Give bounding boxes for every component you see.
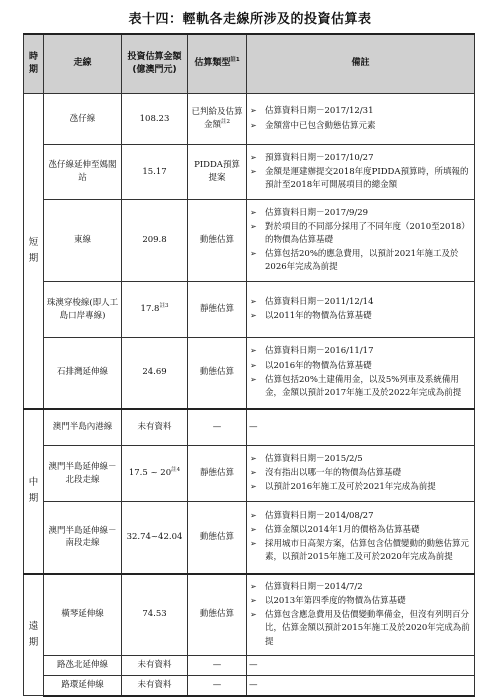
table-row [24,656,475,676]
remark-item: ➢ 估算包含應急費用及估價變動準備金，但沒有列明百分比，估算金額以預計2015年施工及於2020年完成為前提 [250,610,470,647]
type-cell: 動態估算 [188,502,247,574]
remark-item: ➢ 以2011年的物價為估算基礎 [250,311,372,321]
bullet-icon: ➢ [250,374,257,384]
table-row [24,94,475,145]
remarks-cell [247,94,475,145]
type-cell: 動態估算 [188,200,247,282]
invest-cell: 209.8 [122,200,188,282]
period-label: 中期 [28,476,39,504]
bullet-icon: ➢ [250,249,257,259]
remarks-cell [247,446,475,502]
remarks-cell [247,338,475,409]
bullet-icon: ➢ [250,106,257,116]
invest-cell [122,446,188,502]
remark-item: ➢ 金額是運建辦提交2018年度PIDDA預算時，所填報的預計至2018年可開展項目的總金額 [250,166,469,191]
remark-item: ➢ 估算金額以2014年1月的價格為估算基礎 [250,525,420,536]
invest-cell: 15.17 [122,145,188,200]
remarks-cell [247,656,475,676]
type-cell: 動態估算 [188,338,247,409]
bullet-icon: ➢ [250,296,257,306]
type-cell: — [188,676,247,696]
table-row [24,338,475,409]
remarks-cell [247,574,475,656]
remark-item: ➢ 估算資料日期－2016/11/17 [250,346,374,357]
remark-item: ➢ 估算資料日期－2015/2/5 [250,453,363,464]
bullet-icon: ➢ [250,207,257,217]
bullet-icon: ➢ [250,221,257,231]
remarks-cell [247,145,475,200]
invest-cell: 108.23 [122,94,188,145]
bullet-icon: ➢ [250,581,257,591]
bullet-icon: ➢ [250,525,257,535]
invest-note: 註3 [159,303,169,310]
invest-cell: 未有資料 [122,656,188,676]
bullet-icon: ➢ [250,311,257,320]
bullet-icon: ➢ [250,610,257,620]
type-cell: 動態估算 [188,574,247,656]
remark-dash: — [249,679,258,690]
remark-item: ➢ 估算資料日期－2017/12/31 [250,106,374,117]
remarks-cell [247,676,475,696]
bullet-icon: ➢ [250,166,257,176]
route-cell: 澳門半島延伸線－北段走線 [44,446,122,502]
remark-item: ➢ 沒有指出以哪一年的物價為估算基礎 [250,467,402,478]
bullet-icon: ➢ [250,346,257,356]
invest-cell [122,282,188,338]
remark-item: ➢ 對於項目的不同部分採用了不同年度（2010至2018）的物價為估算基礎 [250,221,470,245]
invest-cell: 74.53 [122,574,188,656]
bullet-icon: ➢ [250,152,257,162]
invest-note: 註4 [171,467,181,474]
route-cell: 路氹北延伸線 [44,656,122,676]
period-medium [24,409,44,574]
type-cell: PIDDA預算提案 [188,145,247,200]
remark-item: ➢ 估算包括20%的應急費用，以預計2021年施工及於2026年完成為前提 [250,249,459,273]
bullet-icon: ➢ [250,120,257,130]
route-cell: 氹仔線 [44,94,122,145]
type-cell: — [188,409,247,446]
header-route: 走線 [44,34,122,94]
invest-cell: 32.74~42.04 [122,502,188,574]
table-row [24,409,475,446]
remark-item: ➢ 估算包括20%土建備用金，以及5%列車及系統備用金，金額以預計2017年施工及於2022年完成為前提 [250,374,462,398]
table-row [24,282,475,338]
route-cell: 珠澳穿梭線(即人工島口岸專線) [44,282,122,338]
remarks-cell [247,200,475,282]
header-invest: 投資估算金額(億澳門元) [122,34,188,94]
remark-item: ➢ 採用城市日高架方案，估算包含估價變動的動態估算元素，以預計2015年施工及可於2020年完成為前提 [250,539,470,563]
type-cell [188,94,247,145]
page-title: 表十四：輕軌各走線所涉及的投資估算表 [128,12,372,27]
table-row [24,676,475,696]
period-label: 遠期 [28,620,39,648]
type-note: 註2 [221,119,230,126]
remark-item: ➢ 估算資料日期－2017/9/29 [250,207,369,218]
type-label: 已判給及估算金額 [191,107,243,130]
period-label: 短期 [28,236,39,264]
remark-item: ➢ 以預計2016年施工及可於2021年完成為前提 [250,482,436,493]
route-cell: 東線 [44,200,122,282]
bullet-icon: ➢ [250,539,257,549]
invest-value: 17.5 ~ 20 [128,468,172,479]
bullet-icon: ➢ [250,467,257,477]
type-cell: — [188,656,247,676]
bullet-icon: ➢ [250,595,257,605]
remark-dash: — [249,660,258,671]
type-cell: 靜態估算 [188,446,247,502]
remarks-cell [247,502,475,574]
invest-cell: 未有資料 [122,676,188,696]
bullet-icon: ➢ [250,453,257,463]
header-type-note: 註1 [230,57,240,64]
route-cell: 路環延伸線 [44,676,122,696]
remark-item: ➢ 以2016年的物價為估算基礎 [250,360,372,371]
table-row [24,574,475,656]
route-cell: 澳門半島延伸線－南段走線 [44,502,122,574]
period-long [24,574,44,696]
route-cell: 橫琴延伸線 [44,574,122,656]
remark-item: ➢ 金額當中已包含動態估算元素 [250,120,376,131]
remarks-cell [247,409,475,446]
bullet-icon: ➢ [250,360,257,370]
type-cell: 靜態估算 [188,282,247,338]
header-type [188,34,247,94]
table-row [24,200,475,282]
header-period: 時期 [24,34,44,94]
invest-value: 17.8 [140,304,160,315]
table-row [24,446,475,502]
bullet-icon: ➢ [250,482,257,492]
header-type-label: 估算類型 [194,58,231,69]
investment-table [23,33,475,697]
remarks-cell [247,282,475,338]
remark-item: ➢ 估算資料日期－2014/08/27 [250,510,374,521]
route-cell: 氹仔線延伸至媽閣站 [44,145,122,200]
invest-cell: 24.69 [122,338,188,409]
table-row [24,502,475,574]
header-remarks: 備註 [247,34,475,94]
bullet-icon: ➢ [250,510,257,520]
invest-cell: 未有資料 [122,409,188,446]
remark-item: ➢ 預算資料日期－2017/10/27 [250,152,374,163]
route-cell: 澳門半島內港線 [44,409,122,446]
table-row [24,145,475,200]
route-cell: 石排灣延伸線 [44,338,122,409]
remark-item: ➢ 估算資料日期－2014/7/2 [250,581,363,592]
remark-item: ➢ 估算資料日期－2011/12/14 [250,296,374,307]
remark-item: ➢ 以2013年第四季度的物價為估算基礎 [250,595,406,606]
period-short [24,94,44,409]
remark-dash: — [249,421,258,432]
header-row [24,34,475,94]
